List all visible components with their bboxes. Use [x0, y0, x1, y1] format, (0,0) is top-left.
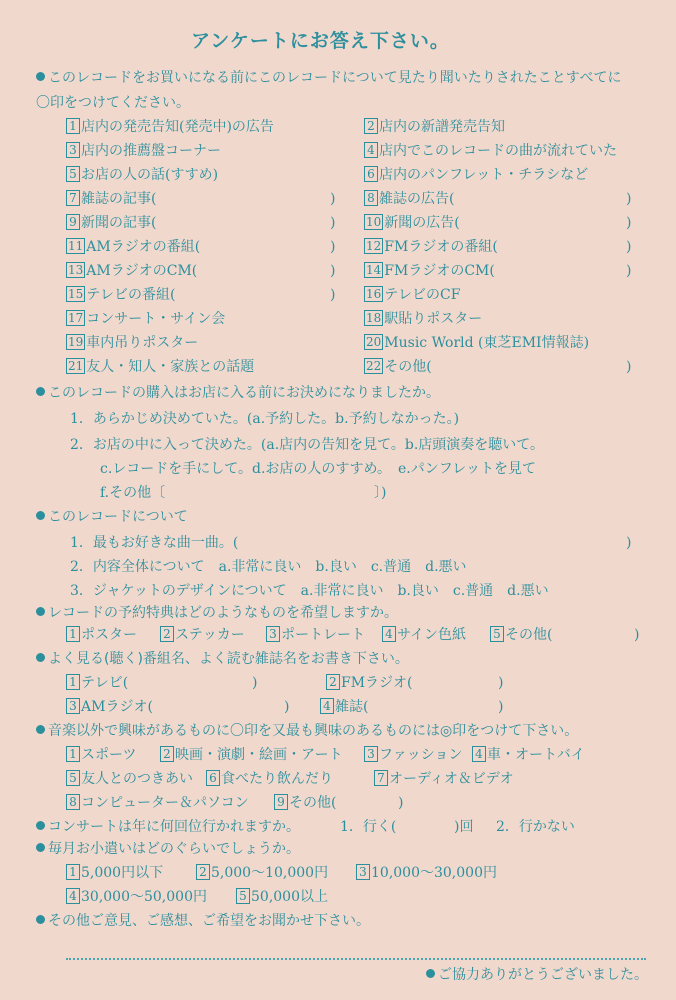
bullet-icon — [36, 821, 45, 830]
option-number: 4 — [382, 626, 396, 642]
q4-option-5[interactable] — [490, 626, 552, 644]
option-label: 10,000〜30,000円 — [371, 865, 497, 881]
option-number: 1 — [66, 746, 80, 762]
option-label: コンサート・サイン会 — [86, 311, 226, 327]
option-label: サイン色紙 — [397, 627, 467, 643]
q6-option-2[interactable] — [160, 746, 343, 764]
q8-option-4[interactable] — [66, 888, 207, 906]
option-number: 2 — [160, 746, 174, 762]
q1-option-2[interactable] — [364, 118, 505, 136]
question-9 — [36, 912, 370, 930]
close-paren: ) — [330, 263, 336, 279]
q7-times-close: )回 — [454, 819, 474, 835]
q1-option-16[interactable] — [364, 286, 460, 304]
option-number: 18 — [366, 311, 382, 325]
question-3-text: このレコードについて — [48, 509, 188, 525]
option-number: 1 — [66, 674, 80, 690]
footer-text: ご協力ありがとうございました。 — [438, 967, 648, 983]
q1-option-22[interactable] — [364, 358, 432, 376]
q1-option-15[interactable] — [66, 286, 175, 304]
question-5 — [36, 650, 409, 668]
option-number: 9 — [66, 214, 80, 230]
option-label: テレビ( — [81, 675, 129, 691]
option-number: 2 — [160, 626, 174, 642]
question-7 — [36, 818, 300, 836]
q6-option-1[interactable] — [66, 746, 136, 764]
option-label: 友人・知人・家族との話題 — [86, 359, 255, 375]
q1-option-20[interactable] — [364, 334, 589, 352]
option-label: テレビのCF — [384, 287, 461, 303]
close-paren: ) — [398, 795, 404, 811]
close-paren: ) — [252, 675, 258, 691]
option-number: 4 — [320, 698, 334, 714]
option-number: 20 — [366, 335, 382, 349]
option-label: 5,000円以下 — [81, 865, 164, 881]
q6-option-3[interactable] — [364, 746, 462, 764]
option-number: 1 — [66, 118, 80, 134]
option-number: 8 — [364, 190, 378, 206]
q6-option-9[interactable] — [274, 794, 336, 812]
option-label: 雑誌の記事( — [81, 191, 157, 207]
question-1 — [36, 69, 621, 87]
question-2 — [36, 384, 440, 402]
option-label: 食べたり飲んだり — [221, 771, 333, 787]
question-1-text: このレコードをお買いになる前にこのレコードについて見たり聞いたりされたことすべてに — [48, 70, 622, 86]
option-label: 店内の新譜発売告知 — [379, 119, 505, 135]
option-number: 1 — [66, 626, 80, 642]
option-label: テレビの番組( — [86, 287, 176, 303]
close-paren: ) — [284, 699, 290, 715]
q8-option-1[interactable] — [66, 864, 163, 882]
option-label: その他( — [384, 359, 432, 375]
option-number: 6 — [364, 166, 378, 182]
q1-option-13[interactable] — [66, 262, 197, 280]
question-6-text: 音楽以外で興味があるものに〇印を又最も興味のあるものには◎印をつけて下さい。 — [48, 723, 579, 739]
option-number: 14 — [366, 263, 382, 277]
option-number: 4 — [66, 888, 80, 904]
close-paren: ) — [626, 359, 632, 375]
q1-option-7[interactable] — [66, 190, 156, 208]
bullet-icon — [36, 843, 45, 852]
q1-option-11[interactable] — [66, 238, 200, 256]
option-number: 5 — [66, 770, 80, 786]
option-label: ポートレート — [281, 627, 365, 643]
close-paren: ) — [626, 215, 632, 231]
q7-option-no[interactable]: 2．行かない — [496, 819, 575, 835]
option-label: AMラジオ( — [81, 699, 153, 715]
page-title: アンケートにお答え下さい。 — [191, 30, 450, 52]
option-number: 5 — [236, 888, 250, 904]
option-number: 9 — [274, 794, 288, 810]
question-8-text: 毎月お小遣いはどのぐらいでしょうか。 — [48, 841, 300, 857]
option-label: FMラジオの番組( — [384, 239, 498, 255]
option-number: 12 — [366, 239, 382, 253]
option-label: 店内のパンフレット・チラシなど — [379, 167, 589, 183]
option-label: 50,000以上 — [251, 889, 328, 905]
q1-option-4[interactable] — [364, 142, 617, 160]
q5-option-am[interactable] — [66, 698, 153, 716]
close-paren: ) — [330, 215, 336, 231]
option-number: 5 — [490, 626, 504, 642]
q1-option-17[interactable] — [66, 310, 225, 328]
option-label: 駅貼りポスター — [384, 311, 483, 327]
q2-answer-2[interactable]: 2．お店の中に入って決めた。(a.店内の告知を見て。b.店頭演奏を聴いて。 — [70, 437, 545, 453]
q1-option-18[interactable] — [364, 310, 482, 328]
option-label: 雑誌( — [335, 699, 369, 715]
close-paren: ) — [330, 287, 336, 303]
option-number: 11 — [68, 239, 84, 253]
q8-option-3[interactable] — [356, 864, 497, 882]
q2-answer-1[interactable]: 1．あらかじめ決めていた。(a.予約した。b.予約しなかった。) — [70, 411, 460, 427]
option-label: オーディオ＆ビデオ — [389, 771, 514, 787]
close-paren: ) — [626, 191, 632, 207]
q2-other-close: 〕) — [374, 485, 387, 501]
option-label: 映画・演劇・絵画・アート — [175, 747, 343, 763]
q6-option-6[interactable] — [206, 770, 333, 788]
option-number: 13 — [68, 263, 84, 277]
option-number: 3 — [356, 864, 370, 880]
q5-option-fm[interactable] — [326, 674, 413, 692]
option-label: 友人とのつきあい — [81, 771, 193, 787]
bullet-icon — [36, 915, 45, 924]
option-label: FMラジオのCM( — [384, 263, 495, 279]
q8-option-5[interactable] — [236, 888, 328, 906]
q1-option-8[interactable] — [364, 190, 454, 208]
option-label: ファッション — [379, 747, 463, 763]
option-label: その他( — [289, 795, 337, 811]
option-label: スポーツ — [81, 747, 137, 763]
option-number: 4 — [472, 746, 486, 762]
footer-thanks — [426, 966, 648, 984]
option-number: 7 — [374, 770, 388, 786]
question-1-line2: 〇印をつけてください。 — [36, 95, 190, 111]
q1-option-5[interactable] — [66, 166, 218, 184]
question-3 — [36, 508, 188, 526]
option-number: 10 — [366, 215, 382, 229]
option-number: 2 — [364, 118, 378, 134]
q1-option-10[interactable] — [364, 214, 460, 232]
option-label: Music World (東芝EMI情報誌) — [384, 335, 590, 351]
option-label: 車・オートバイ — [487, 747, 585, 763]
q4-option-3[interactable] — [266, 626, 365, 644]
question-7-text: コンサートは年に何回位行かれますか。 — [48, 819, 300, 835]
close-paren: ) — [498, 699, 504, 715]
close-paren: ) — [626, 239, 632, 255]
bullet-icon — [36, 607, 45, 616]
q1-option-9[interactable] — [66, 214, 156, 232]
option-label: 車内吊りポスター — [86, 335, 199, 351]
bullet-icon — [36, 72, 45, 81]
q3-favorite-song[interactable]: 1．最もお好きな曲一曲。( — [70, 535, 239, 551]
option-label: コンピューター＆パソコン — [81, 795, 249, 811]
q6-option-5[interactable] — [66, 770, 193, 788]
question-4-text: レコードの予約特典はどのようなものを希望しますか。 — [48, 605, 398, 621]
q5-option-magazine[interactable] — [320, 698, 368, 716]
q1-option-12[interactable] — [364, 238, 498, 256]
option-number: 6 — [206, 770, 220, 786]
option-label: 30,000〜50,000円 — [81, 889, 207, 905]
option-label: ポスター — [81, 627, 137, 643]
question-5-text: よく見る(聴く)番組名、よく読む雑誌名をお書き下さい。 — [48, 651, 409, 667]
option-label: その他( — [505, 627, 553, 643]
q1-option-1[interactable] — [66, 118, 274, 136]
close-paren: ) — [330, 191, 336, 207]
q8-option-2[interactable] — [196, 864, 328, 882]
option-number: 3 — [266, 626, 280, 642]
option-number: 21 — [68, 359, 84, 373]
question-2-text: このレコードの購入はお店に入る前にお決めになりましたか。 — [48, 385, 440, 401]
option-label: 新聞の記事( — [81, 215, 157, 231]
option-number: 19 — [68, 335, 84, 349]
option-number: 3 — [364, 746, 378, 762]
q1-option-19[interactable] — [66, 334, 198, 352]
q1-option-14[interactable] — [364, 262, 495, 280]
close-paren: ) — [626, 535, 632, 551]
option-label: FMラジオ( — [341, 675, 413, 691]
option-label: ステッカー — [175, 627, 245, 643]
close-paren: ) — [330, 239, 336, 255]
option-label: AMラジオの番組( — [86, 239, 201, 255]
close-paren: ) — [626, 263, 632, 279]
bullet-icon — [36, 511, 45, 520]
q1-option-6[interactable] — [364, 166, 588, 184]
q1-option-21[interactable] — [66, 358, 254, 376]
close-paren: ) — [634, 627, 640, 643]
q6-option-4[interactable] — [472, 746, 585, 764]
option-number: 5 — [66, 166, 80, 182]
option-label: AMラジオのCM( — [86, 263, 198, 279]
option-label: 5,000〜10,000円 — [211, 865, 329, 881]
option-number: 1 — [66, 864, 80, 880]
question-9-text: その他ご意見、ご感想、ご希望をお聞かせ下さい。 — [48, 913, 370, 929]
option-number: 16 — [366, 287, 382, 301]
bullet-icon — [36, 653, 45, 662]
option-label: 店内でこのレコードの曲が流れていた — [379, 143, 617, 159]
question-4 — [36, 604, 398, 622]
q2-answer-2-cont: c.レコードを手にして。d.お店の人のすすめ。 e.パンフレットを見て — [100, 461, 537, 477]
close-paren: ) — [498, 675, 504, 691]
bullet-icon — [426, 969, 435, 978]
q4-option-2[interactable] — [160, 626, 245, 644]
q6-option-7[interactable] — [374, 770, 514, 788]
q4-option-1[interactable] — [66, 626, 137, 644]
option-number: 4 — [364, 142, 378, 158]
option-number: 3 — [66, 698, 80, 714]
q2-other-label: f.その他〔 — [100, 485, 166, 501]
question-6 — [36, 722, 578, 740]
q3-jacket-rating[interactable]: 3．ジャケットのデザインについて a.非常に良い b.良い c.普通 d.悪い — [70, 583, 549, 599]
option-number: 2 — [326, 674, 340, 690]
option-label: 新聞の広告( — [384, 215, 460, 231]
q7-option-go[interactable]: 1．行く( — [340, 819, 397, 835]
option-label: お店の人の話(すすめ) — [81, 167, 219, 183]
option-number: 22 — [366, 359, 382, 373]
option-label: 雑誌の広告( — [379, 191, 455, 207]
option-number: 2 — [196, 864, 210, 880]
option-label: 店内の推薦盤コーナー — [81, 143, 221, 159]
bullet-icon — [36, 725, 45, 734]
option-number: 17 — [68, 311, 84, 325]
bullet-icon — [36, 387, 45, 396]
option-number: 8 — [66, 794, 80, 810]
q1-option-3[interactable] — [66, 142, 221, 160]
option-number: 15 — [68, 287, 84, 301]
question-8 — [36, 840, 300, 858]
q6-option-8[interactable] — [66, 794, 249, 812]
q4-option-4[interactable] — [382, 626, 466, 644]
q3-content-rating[interactable]: 2．内容全体について a.非常に良い b.良い c.普通 d.悪い — [70, 559, 467, 575]
q5-option-tv[interactable] — [66, 674, 128, 692]
comment-line[interactable] — [66, 958, 646, 960]
option-number: 3 — [66, 142, 80, 158]
option-label: 店内の発売告知(発売中)の広告 — [81, 119, 274, 135]
option-number: 7 — [66, 190, 80, 206]
